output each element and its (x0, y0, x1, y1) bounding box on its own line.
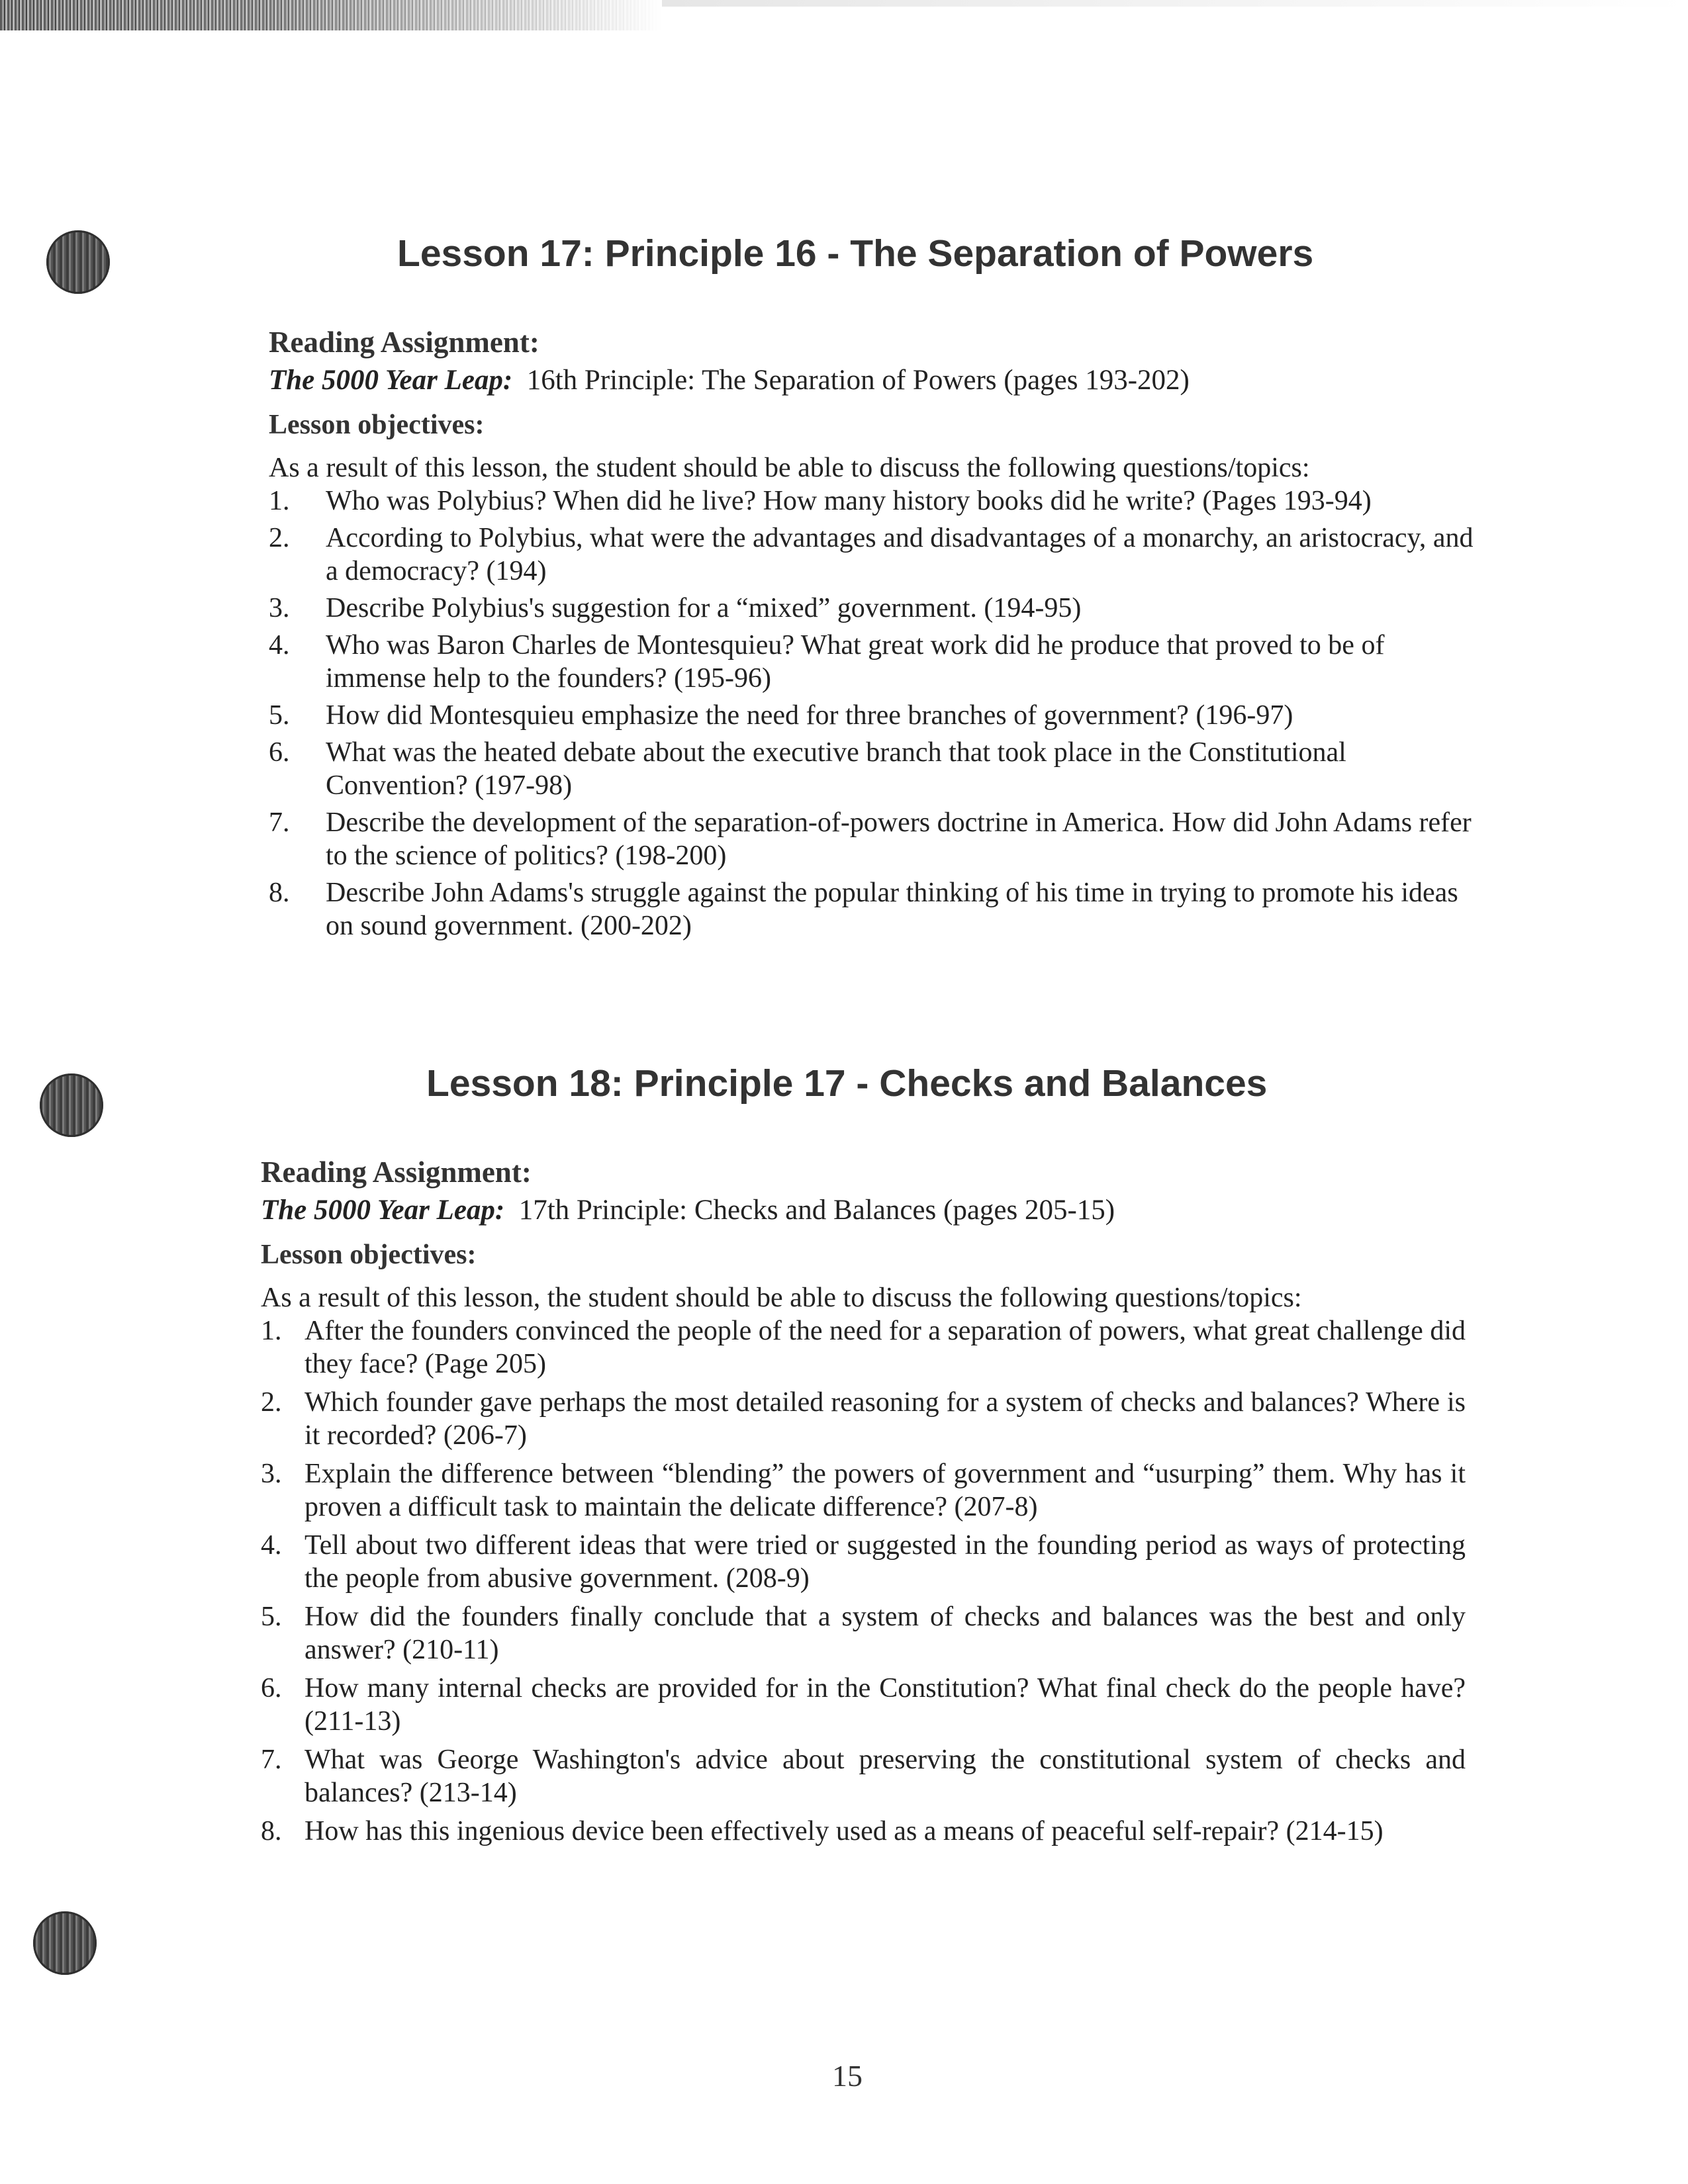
lesson-18-reading-text: 17th Principle: Checks and Balances (pages 205-15) (518, 1195, 1115, 1226)
lesson-18-question-list (261, 1314, 1466, 1848)
question-text: How did the founders finally conclude that a system of checks and balances was the best and only answer? (210-11) (305, 1602, 1466, 1665)
question-text: How many internal checks are provided for in the Constitution? What final check do the people have? (211-13) (305, 1673, 1466, 1737)
question-item (261, 1457, 1466, 1524)
question-number: 3. (261, 1459, 282, 1489)
lesson-18-title: Lesson 18: Principle 17 - Checks and Balances (426, 1062, 1268, 1105)
question-item (261, 1600, 1466, 1666)
scan-edge-artifact (0, 0, 662, 30)
question-item (269, 736, 1474, 802)
question-text: Describe the development of the separation-of-powers doctrine in America. How did John Adams refer to the science of politics? (198-200) (326, 807, 1472, 871)
lesson-18-reading-heading: Reading Assignment: (261, 1156, 532, 1189)
lesson-17-question-list (269, 484, 1474, 942)
question-number: 5. (269, 700, 290, 731)
lesson-18-section (261, 1153, 1466, 1853)
question-text: Which founder gave perhaps the most detailed reasoning for a system of checks and balances? Where is it recorded? (206-7) (305, 1387, 1466, 1451)
question-text: Describe John Adams's struggle against the popular thinking of his time in trying to promote his ideas on sound government. (200-202) (326, 878, 1458, 941)
question-number: 8. (269, 878, 290, 908)
question-number: 2. (269, 523, 290, 553)
question-item (261, 1314, 1466, 1381)
scan-edge-shade (662, 0, 1688, 7)
lesson-17-reading-text: 16th Principle: The Separation of Powers (pages 193-202) (526, 365, 1190, 396)
question-number: 4. (261, 1530, 282, 1561)
lesson-17-objectives-heading: Lesson objectives: (269, 410, 485, 440)
question-number: 2. (261, 1387, 282, 1418)
question-item (269, 876, 1474, 942)
question-item (261, 1386, 1466, 1452)
question-item (269, 484, 1474, 518)
question-number: 6. (269, 737, 290, 768)
question-number: 4. (269, 630, 290, 660)
binder-hole-top (46, 230, 110, 294)
lesson-18-reading-assignment (261, 1191, 1466, 1230)
question-text: Who was Baron Charles de Montesquieu? What great work did he produce that proved to be of immense help to the founders? (195-96) (326, 630, 1385, 694)
question-number: 1. (269, 486, 290, 516)
question-text: According to Polybius, what were the advantages and disadvantages of a monarchy, an aristocracy, and a democracy? (194) (326, 523, 1474, 586)
lesson-17-section (269, 323, 1474, 946)
lesson-18-objectives-heading: Lesson objectives: (261, 1240, 477, 1270)
question-text: What was George Washington's advice about preserving the constitutional system of checks and balances? (213-14) (305, 1745, 1466, 1808)
question-text: Who was Polybius? When did he live? How many history books did he write? (Pages 193-94) (326, 486, 1372, 516)
question-number: 6. (261, 1673, 282, 1704)
question-text: Describe Polybius's suggestion for a “mixed” government. (194-95) (326, 593, 1082, 623)
lesson-17-title: Lesson 17: Principle 16 - The Separation of Powers (397, 232, 1314, 275)
question-number: 7. (269, 807, 290, 838)
question-number: 5. (261, 1602, 282, 1632)
question-text: How did Montesquieu emphasize the need for three branches of government? (196-97) (326, 700, 1293, 731)
question-text: Explain the difference between “blending” the powers of government and “usurping” them. Why has it proven a difficult task to maintain the delicate difference? (207-8) (305, 1459, 1466, 1522)
question-item (269, 592, 1474, 625)
question-item (261, 1672, 1466, 1738)
lesson-17-reading-assignment (269, 361, 1474, 400)
question-item (269, 629, 1474, 695)
question-number: 3. (269, 593, 290, 623)
lesson-18-book-title: The 5000 Year Leap: (261, 1195, 505, 1226)
page-number: 15 (832, 2059, 863, 2093)
lesson-17-book-title: The 5000 Year Leap: (269, 365, 513, 396)
lesson-18-intro: As a result of this lesson, the student should be able to discuss the following questions/topics: (261, 1283, 1302, 1313)
binder-hole-bottom (33, 1911, 97, 1975)
question-text: How has this ingenious device been effectively used as a means of peaceful self-repair? (214-15) (305, 1816, 1383, 1846)
question-item (269, 806, 1474, 872)
question-item (261, 1529, 1466, 1595)
lesson-17-reading-heading: Reading Assignment: (269, 326, 539, 359)
question-item (269, 522, 1474, 588)
question-text: What was the heated debate about the executive branch that took place in the Constitutional Convention? (197-98) (326, 737, 1346, 801)
binder-hole-middle (40, 1073, 103, 1137)
question-item (269, 699, 1474, 732)
question-item (261, 1743, 1466, 1809)
lesson-17-intro: As a result of this lesson, the student should be able to discuss the following questions/topics: (269, 453, 1310, 483)
question-number: 1. (261, 1316, 282, 1346)
question-number: 7. (261, 1745, 282, 1775)
question-item (261, 1815, 1466, 1848)
question-text: Tell about two different ideas that were tried or suggested in the founding period as ways of protecting the people from abusive government. (208-9) (305, 1530, 1466, 1594)
question-text: After the founders convinced the people of the need for a separation of powers, what great challenge did they face? (Page 205) (305, 1316, 1466, 1379)
question-number: 8. (261, 1816, 282, 1846)
